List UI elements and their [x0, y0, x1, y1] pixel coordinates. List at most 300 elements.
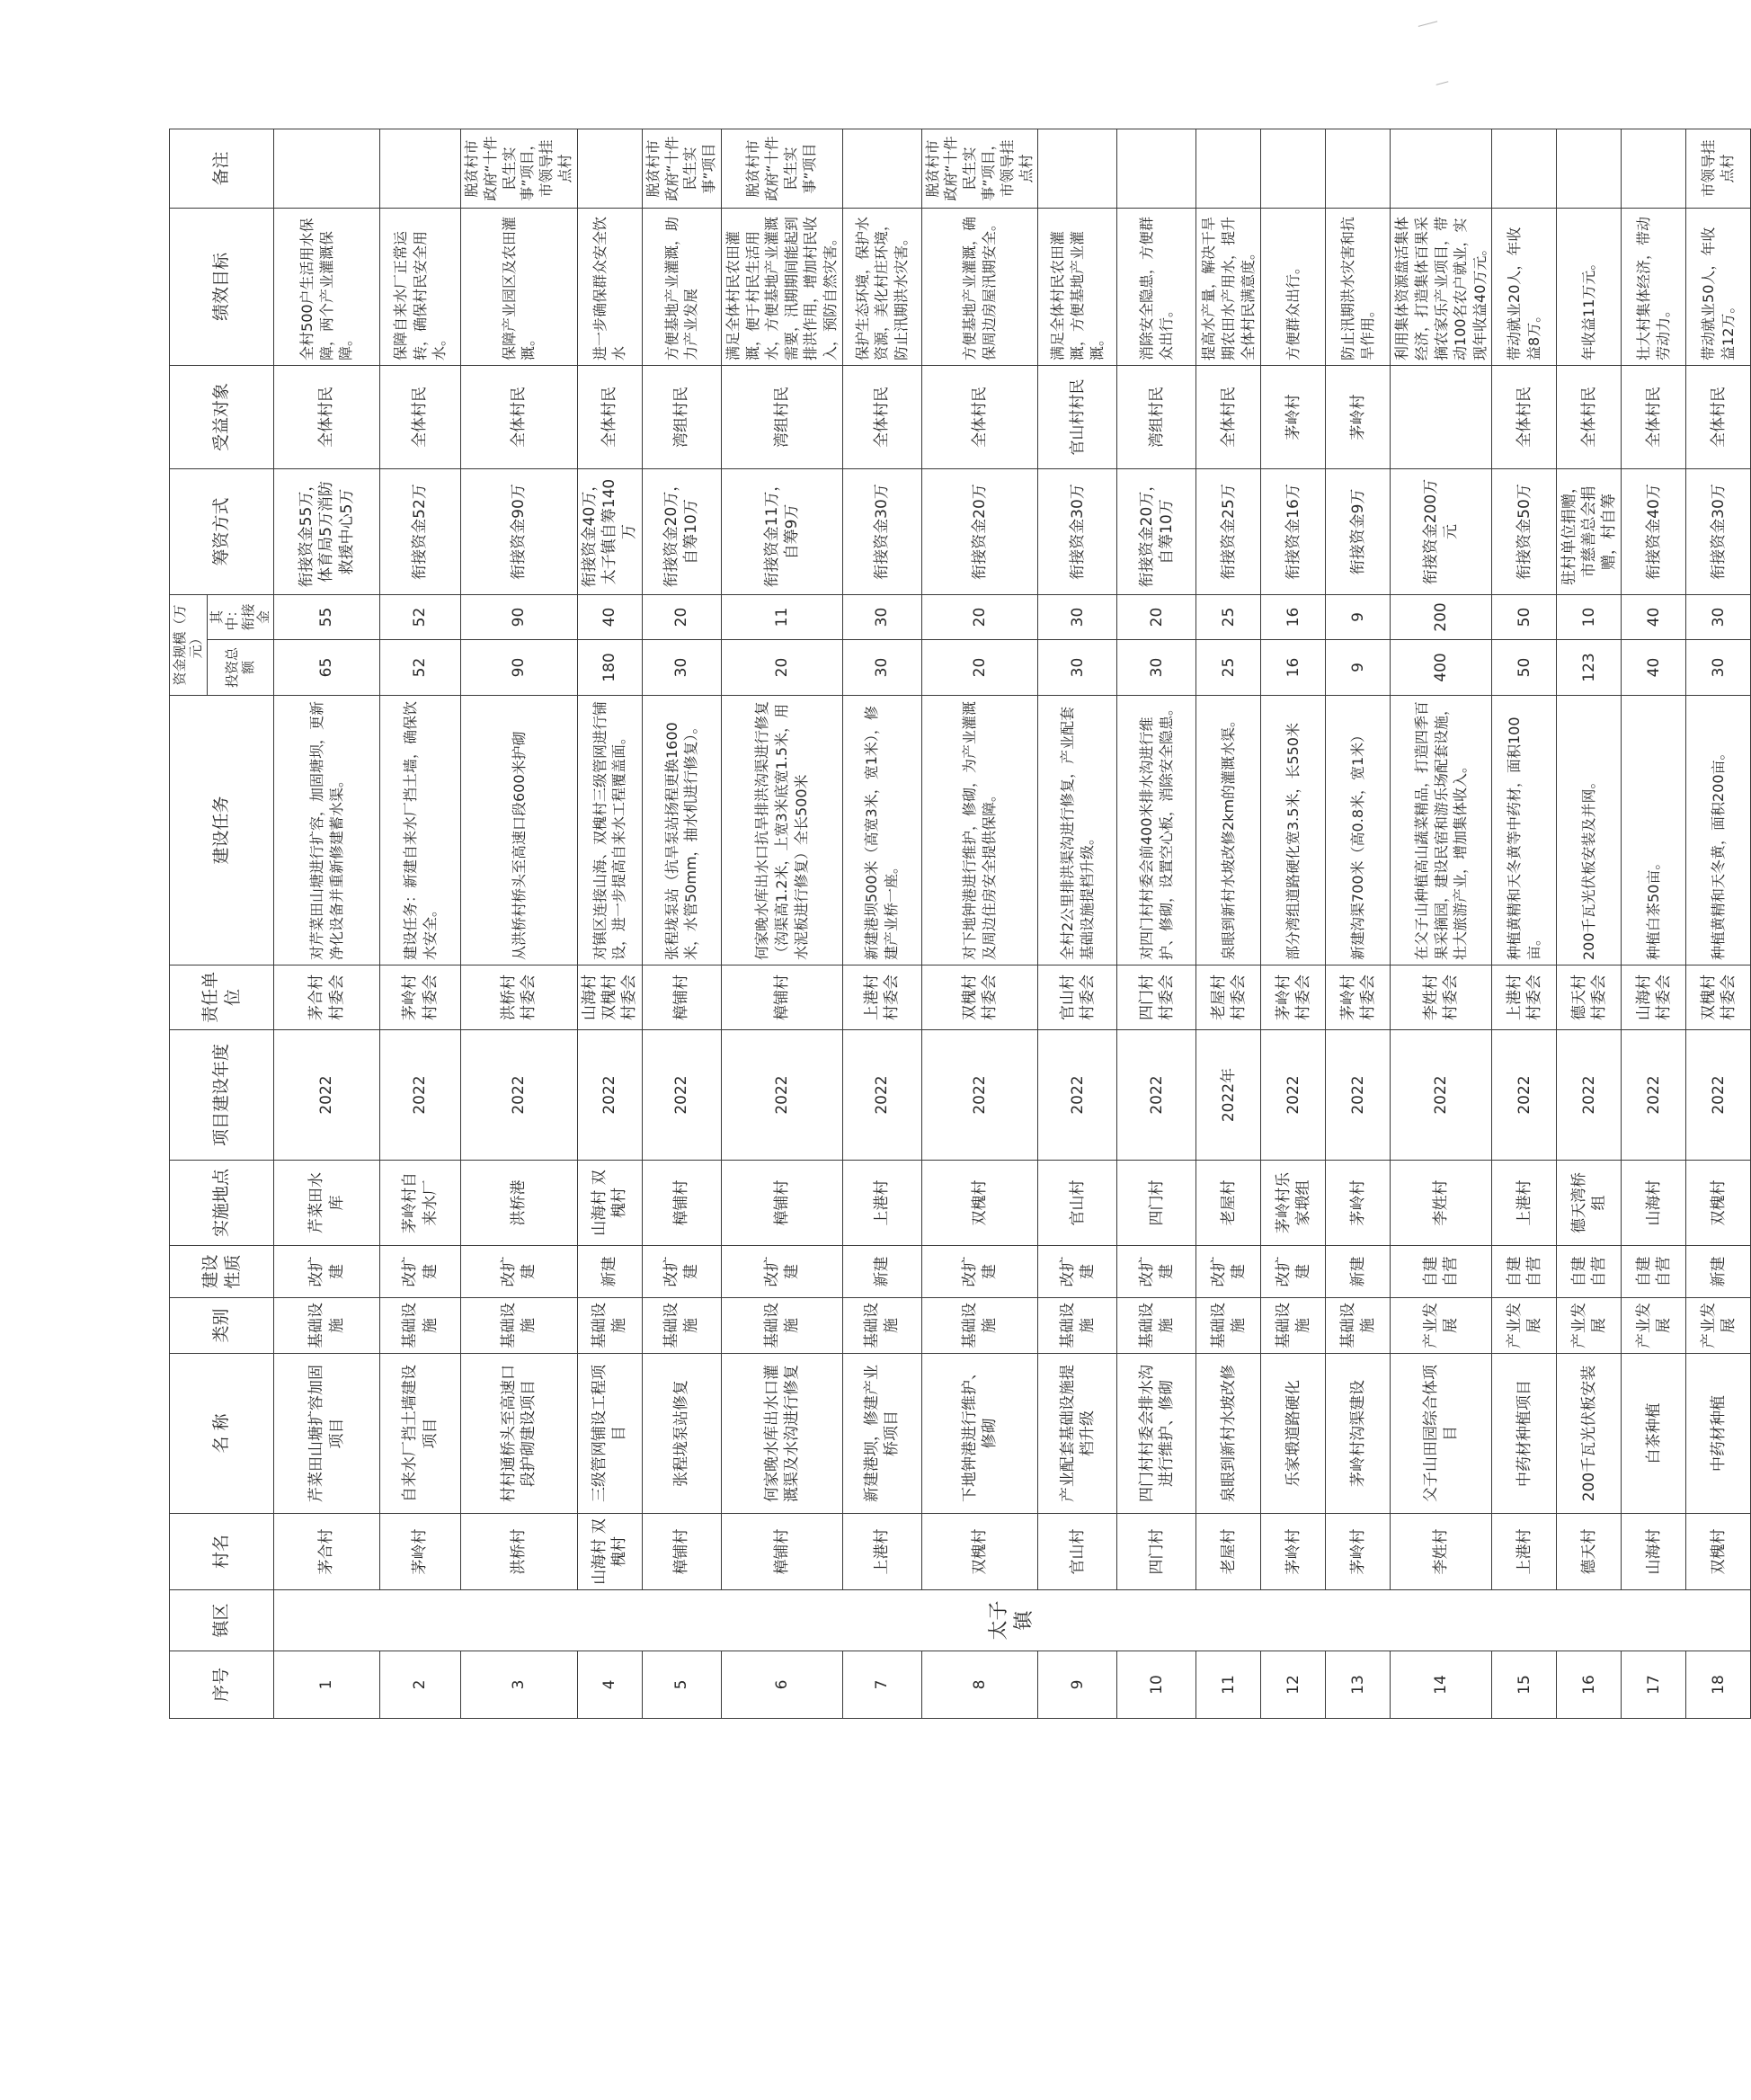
cell-method: 衔接资金20万 [921, 468, 1038, 594]
cell-year: 2022 [1686, 1030, 1751, 1161]
cell-category: 产业发展 [1686, 1298, 1751, 1354]
cell-year: 2022 [921, 1030, 1038, 1161]
cell-funds-fiscal: 20 [921, 594, 1038, 639]
cell-seq: 8 [921, 1651, 1038, 1719]
cell-funds-fiscal: 50 [1492, 594, 1557, 639]
cell-beneficiary: 全体村民 [577, 365, 642, 468]
cell-village: 山海村 [1622, 1514, 1686, 1590]
cell-funds-total: 65 [274, 640, 380, 696]
cell-beneficiary: 全体村民 [461, 365, 578, 468]
cell-seq: 12 [1261, 1651, 1326, 1719]
table-row [921, 129, 1038, 1718]
cell-village: 樟铺村 [721, 1514, 842, 1590]
cell-village: 茅岭村 [1326, 1514, 1391, 1590]
header-funds-total: 投资总额 [208, 640, 274, 696]
cell-seq: 1 [274, 1651, 380, 1719]
cell-unit: 樟铺村 [721, 965, 842, 1030]
cell-seq: 15 [1492, 1651, 1557, 1719]
cell-funds-total: 30 [642, 640, 721, 696]
cell-seq: 18 [1686, 1651, 1751, 1719]
cell-village: 李姓村 [1391, 1514, 1492, 1590]
header-seq: 序号 [170, 1651, 274, 1719]
cell-funds-fiscal: 30 [1038, 594, 1117, 639]
header-funds-fiscal: 其中：衔接金 [208, 594, 274, 639]
cell-funds-total: 25 [1196, 640, 1261, 696]
table-row [380, 129, 461, 1718]
cell-method: 衔接资金200万元 [1391, 468, 1492, 594]
cell-funds-fiscal: 55 [274, 594, 380, 639]
cell-beneficiary: 全体村民 [380, 365, 461, 468]
cell-category: 基础设施 [1326, 1298, 1391, 1354]
cell-funds-total: 9 [1326, 640, 1391, 696]
cell-unit: 洪桥村村委会 [461, 965, 578, 1030]
cell-location: 李姓村 [1391, 1161, 1492, 1246]
cell-beneficiary: 全体村民 [274, 365, 380, 468]
cell-method: 衔接资金30万 [1686, 468, 1751, 594]
cell-seq: 11 [1196, 1651, 1261, 1719]
cell-beneficiary: 全体村民 [1557, 365, 1622, 468]
cell-funds-total: 50 [1492, 640, 1557, 696]
cell-name: 三级管网铺设工程项目 [577, 1354, 642, 1514]
cell-village: 茅合村 [274, 1514, 380, 1590]
cell-seq: 2 [380, 1651, 461, 1719]
cell-funds-fiscal: 9 [1326, 594, 1391, 639]
cell-funds-fiscal: 40 [577, 594, 642, 639]
cell-nature: 新建 [577, 1246, 642, 1298]
cell-performance: 保护生态环境，保护水资源，美化村庄环境，防止汛期洪水灾害。 [842, 208, 921, 365]
cell-category: 基础设施 [380, 1298, 461, 1354]
header-beneficiary: 受益对象 [170, 365, 274, 468]
cell-remark [1557, 129, 1622, 208]
cell-funds-fiscal: 20 [1117, 594, 1196, 639]
cell-unit: 双槐村村委会 [921, 965, 1038, 1030]
cell-name: 白茶种植 [1622, 1354, 1686, 1514]
header-funds: 资金规模（万元） [170, 594, 208, 695]
cell-method: 衔接资金11万，自筹9万 [721, 468, 842, 594]
cell-task: 对芹菜田山塘进行扩容，加固塘坝，更新净化设备并重新修建蓄水渠。 [274, 696, 380, 965]
cell-location: 茅岭村乐家塅组 [1261, 1161, 1326, 1246]
cell-task: 泉眼到新村水坡改修2km的灌溉水渠。 [1196, 696, 1261, 965]
header-town: 镇区 [170, 1590, 274, 1651]
cell-village: 洪桥村 [461, 1514, 578, 1590]
table-row [461, 129, 578, 1718]
cell-beneficiary: 湾组村民 [721, 365, 842, 468]
cell-funds-fiscal: 30 [1686, 594, 1751, 639]
cell-funds-fiscal: 20 [642, 594, 721, 639]
cell-unit: 李姓村村委会 [1391, 965, 1492, 1030]
header-performance: 绩效目标 [170, 208, 274, 365]
cell-category: 基础设施 [842, 1298, 921, 1354]
cell-unit: 茅岭村村委会 [1261, 965, 1326, 1030]
cell-category: 基础设施 [1261, 1298, 1326, 1354]
cell-village: 双槐村 [1686, 1514, 1751, 1590]
cell-village: 老屋村 [1196, 1514, 1261, 1590]
cell-task: 何家晚水库出水口抗旱排洪沟渠进行修复（沟渠高1.2米，上宽3米底宽1.5米，用水泥板进行修复）全长500米 [721, 696, 842, 965]
cell-village: 上港村 [842, 1514, 921, 1590]
cell-nature: 自建自营 [1622, 1246, 1686, 1298]
header-category: 类别 [170, 1298, 274, 1354]
cell-year: 2022 [842, 1030, 921, 1161]
cell-task: 200千瓦光伏板安装及并网。 [1557, 696, 1622, 965]
cell-funds-fiscal: 16 [1261, 594, 1326, 639]
table-row [1492, 129, 1557, 1718]
cell-year: 2022 [274, 1030, 380, 1161]
cell-village: 山海村 双槐村 [577, 1514, 642, 1590]
cell-year: 2022 [461, 1030, 578, 1161]
cell-year: 2022 [642, 1030, 721, 1161]
cell-year: 2022年 [1196, 1030, 1261, 1161]
cell-remark [274, 129, 380, 208]
scan-mark [1436, 81, 1450, 88]
cell-village: 茅岭村 [1261, 1514, 1326, 1590]
cell-village: 双槐村 [921, 1514, 1038, 1590]
cell-beneficiary: 官山村村民 [1038, 365, 1117, 468]
cell-performance: 年收益11万元。 [1557, 208, 1622, 365]
cell-performance: 满足全体村民农田灌溉，方便基地产业灌溉。 [1038, 208, 1117, 365]
cell-task: 从洪桥村桥头至高速口段600米护砌 [461, 696, 578, 965]
cell-category: 产业发展 [1492, 1298, 1557, 1354]
cell-name: 四门村村委会排水沟进行维护、修砌 [1117, 1354, 1196, 1514]
cell-nature: 新建 [1326, 1246, 1391, 1298]
cell-name: 张程垅泵站修复 [642, 1354, 721, 1514]
cell-funds-fiscal: 90 [461, 594, 578, 639]
cell-task: 在父子山种植高山蔬菜精品，打造四季百果采摘园，建设民宿和游乐场配套设施，壮大旅游产业，增加集体收入。 [1391, 696, 1492, 965]
cell-location: 德天湾桥组 [1557, 1161, 1622, 1246]
cell-method: 衔接资金16万 [1261, 468, 1326, 594]
cell-remark [577, 129, 642, 208]
cell-year: 2022 [380, 1030, 461, 1161]
header-year: 项目建设年度 [170, 1030, 274, 1161]
cell-village: 樟铺村 [642, 1514, 721, 1590]
cell-seq: 10 [1117, 1651, 1196, 1719]
cell-method: 衔接资金90万 [461, 468, 578, 594]
cell-funds-total: 52 [380, 640, 461, 696]
cell-funds-total: 20 [721, 640, 842, 696]
cell-funds-total: 30 [1686, 640, 1751, 696]
cell-beneficiary: 全体村民 [1196, 365, 1261, 468]
cell-location: 芹菜田水库 [274, 1161, 380, 1246]
cell-task: 对下地钟港进行维护，修砌，为产业灌溉及周边住房安全提供保障。 [921, 696, 1038, 965]
cell-location: 茅岭村自来水厂 [380, 1161, 461, 1246]
cell-seq: 16 [1557, 1651, 1622, 1719]
cell-beneficiary: 全体村民 [1686, 365, 1751, 468]
cell-remark [1326, 129, 1391, 208]
cell-remark [380, 129, 461, 208]
cell-performance: 防止汛期洪水灾害和抗旱作用。 [1326, 208, 1391, 365]
header-nature: 建设性质 [170, 1246, 274, 1298]
cell-performance: 方便基地产业灌溉，确保周边房屋汛期安全。 [921, 208, 1038, 365]
cell-seq: 17 [1622, 1651, 1686, 1719]
cell-task: 种植白茶50亩。 [1622, 696, 1686, 965]
table-body [274, 129, 1751, 1718]
cell-category: 产业发展 [1391, 1298, 1492, 1354]
header-method: 筹资方式 [170, 468, 274, 594]
cell-performance: 全村500户生活用水保障，两个产业灌溉保障。 [274, 208, 380, 365]
cell-seq: 6 [721, 1651, 842, 1719]
cell-name: 泉眼到新村水坡改修 [1196, 1354, 1261, 1514]
cell-year: 2022 [1622, 1030, 1686, 1161]
cell-name: 父子山田园综合体项目 [1391, 1354, 1492, 1514]
cell-nature: 改扩建 [1038, 1246, 1117, 1298]
cell-funds-total: 20 [921, 640, 1038, 696]
cell-name: 芹菜田山塘扩容加固项目 [274, 1354, 380, 1514]
cell-remark [1391, 129, 1492, 208]
cell-task: 新建港坝500米（高宽3米，宽1米），修建产业桥一座。 [842, 696, 921, 965]
cell-unit: 山海村村委会 [1622, 965, 1686, 1030]
cell-nature: 改扩建 [380, 1246, 461, 1298]
cell-remark: 脱贫村市政府“十件民生实事”项目 [721, 129, 842, 208]
header-location: 实施地点 [170, 1161, 274, 1246]
cell-task: 全村2公里排洪渠沟进行修复，产业配套基础设施提档升级。 [1038, 696, 1117, 965]
cell-village: 官山村 [1038, 1514, 1117, 1590]
cell-performance: 保障产业园区及农田灌溉。 [461, 208, 578, 365]
table-row [1038, 129, 1117, 1718]
cell-category: 基础设施 [1196, 1298, 1261, 1354]
cell-location: 上港村 [1492, 1161, 1557, 1246]
cell-name: 村村通桥头至高速口段护砌建设项目 [461, 1354, 578, 1514]
scan-mark [1418, 21, 1439, 31]
cell-name: 何家晚水库出水口灌溉渠及水沟进行修复 [721, 1354, 842, 1514]
cell-funds-fiscal: 40 [1622, 594, 1686, 639]
cell-remark [1038, 129, 1117, 208]
cell-category: 产业发展 [1622, 1298, 1686, 1354]
cell-nature: 改扩建 [921, 1246, 1038, 1298]
cell-remark: 脱贫村市政府“十件民生实事”项目，市领导挂点村 [921, 129, 1038, 208]
cell-funds-total: 30 [1117, 640, 1196, 696]
cell-performance: 壮大村集体经济，带动劳动力。 [1622, 208, 1686, 365]
cell-unit: 老屋村村委会 [1196, 965, 1261, 1030]
cell-location: 洪桥港 [461, 1161, 578, 1246]
cell-beneficiary: 茅岭村 [1326, 365, 1391, 468]
cell-method: 衔接资金52万 [380, 468, 461, 594]
cell-funds-total: 30 [1038, 640, 1117, 696]
project-table [169, 129, 1751, 1719]
cell-name: 乐家塅道路硬化 [1261, 1354, 1326, 1514]
cell-unit: 茅岭村村委会 [380, 965, 461, 1030]
cell-unit: 茅合村村委会 [274, 965, 380, 1030]
cell-beneficiary: 全体村民 [1492, 365, 1557, 468]
cell-task: 建设任务：新建自来水厂挡土墙，确保饮水安全。 [380, 696, 461, 965]
table-row [274, 129, 380, 1718]
cell-seq: 5 [642, 1651, 721, 1719]
table-row [1557, 129, 1622, 1718]
cell-funds-total: 123 [1557, 640, 1622, 696]
cell-village: 德天村 [1557, 1514, 1622, 1590]
cell-category: 基础设施 [921, 1298, 1038, 1354]
cell-nature: 改扩建 [1117, 1246, 1196, 1298]
table-row [1117, 129, 1196, 1718]
cell-beneficiary: 湾组村民 [642, 365, 721, 468]
cell-village: 上港村 [1492, 1514, 1557, 1590]
cell-method: 衔接资金30万 [1038, 468, 1117, 594]
cell-method: 衔接资金20万，自筹10万 [642, 468, 721, 594]
cell-task: 种植黄精和天冬黄等中药材，面积100亩。 [1492, 696, 1557, 965]
cell-name: 中药材种植 [1686, 1354, 1751, 1514]
cell-beneficiary: 茅岭村 [1261, 365, 1326, 468]
cell-task: 张程垅泵站（抗旱泵站扬程更换1600米，水管50mm，抽水机进行修复）。 [642, 696, 721, 965]
cell-village: 四门村 [1117, 1514, 1196, 1590]
header-unit: 责任单位 [170, 965, 274, 1030]
table-row [1196, 129, 1261, 1718]
table-row [842, 129, 921, 1718]
cell-nature: 改扩建 [461, 1246, 578, 1298]
cell-funds-fiscal: 30 [842, 594, 921, 639]
cell-nature: 改扩建 [274, 1246, 380, 1298]
cell-remark [1117, 129, 1196, 208]
cell-method: 驻村单位捐赠，市慈善总会捐赠，村自筹 [1557, 468, 1622, 594]
cell-nature: 新建 [1686, 1246, 1751, 1298]
cell-funds-total: 30 [842, 640, 921, 696]
cell-nature: 自建自营 [1492, 1246, 1557, 1298]
cell-category: 基础设施 [642, 1298, 721, 1354]
cell-nature: 改扩建 [1261, 1246, 1326, 1298]
cell-year: 2022 [1492, 1030, 1557, 1161]
cell-town: 太子镇 [274, 1590, 1751, 1651]
cell-location: 老屋村 [1196, 1161, 1261, 1246]
cell-method: 衔接资金25万 [1196, 468, 1261, 594]
cell-location: 上港村 [842, 1161, 921, 1246]
cell-seq: 3 [461, 1651, 578, 1719]
cell-funds-total: 400 [1391, 640, 1492, 696]
cell-unit: 四门村村委会 [1117, 965, 1196, 1030]
cell-name: 自来水厂挡土墙建设项目 [380, 1354, 461, 1514]
cell-category: 产业发展 [1557, 1298, 1622, 1354]
cell-performance: 方便基地产业灌溉，助力产业发展 [642, 208, 721, 365]
cell-performance: 带动就业50人，年收益12万。 [1686, 208, 1751, 365]
header-task: 建设任务 [170, 696, 274, 965]
table-row [1261, 129, 1326, 1718]
cell-method: 衔接资金40万 [1622, 468, 1686, 594]
cell-seq: 14 [1391, 1651, 1492, 1719]
cell-unit: 双槐村村委会 [1686, 965, 1751, 1030]
cell-seq: 4 [577, 1651, 642, 1719]
cell-unit: 樟铺村 [642, 965, 721, 1030]
cell-remark [1261, 129, 1326, 208]
cell-location: 樟铺村 [721, 1161, 842, 1246]
cell-year: 2022 [1117, 1030, 1196, 1161]
cell-funds-total: 180 [577, 640, 642, 696]
cell-unit: 德天村村委会 [1557, 965, 1622, 1030]
cell-performance: 带动就业20人，年收益8万。 [1492, 208, 1557, 365]
cell-remark: 脱贫村市政府“十件民生实事”项目 [642, 129, 721, 208]
cell-task: 对四门村村委会前400米排水沟进行维护、修砌，设置空心板，消除安全隐患。 [1117, 696, 1196, 965]
cell-location: 官山村 [1038, 1161, 1117, 1246]
cell-year: 2022 [1326, 1030, 1391, 1161]
cell-unit: 上港村村委会 [1492, 965, 1557, 1030]
cell-beneficiary: 全体村民 [842, 365, 921, 468]
cell-nature: 改扩建 [642, 1246, 721, 1298]
cell-funds-total: 90 [461, 640, 578, 696]
cell-remark [1196, 129, 1261, 208]
header-remark: 备注 [170, 129, 274, 208]
cell-remark [1622, 129, 1686, 208]
table-row [1326, 129, 1391, 1718]
cell-beneficiary [1391, 365, 1492, 468]
cell-name: 新建港坝，修建产业桥项目 [842, 1354, 921, 1514]
cell-beneficiary: 全体村民 [1622, 365, 1686, 468]
cell-method: 衔接资金20万，自筹10万 [1117, 468, 1196, 594]
cell-location: 茅岭村 [1326, 1161, 1391, 1246]
cell-category: 基础设施 [274, 1298, 380, 1354]
cell-method: 衔接资金30万 [842, 468, 921, 594]
cell-unit: 山海村 双槐村村委会 [577, 965, 642, 1030]
cell-funds-fiscal: 25 [1196, 594, 1261, 639]
cell-performance: 方便群众出行。 [1261, 208, 1326, 365]
cell-task: 种植黄精和天冬黄，面积200亩。 [1686, 696, 1751, 965]
table-row [577, 129, 642, 1718]
cell-funds-fiscal: 52 [380, 594, 461, 639]
cell-location: 四门村 [1117, 1161, 1196, 1246]
cell-name: 下地钟港进行维护、修砌 [921, 1354, 1038, 1514]
cell-performance: 满足全体村民农田灌溉，便于村民生活用水，方便基地产业灌溉需要，汛期期间能起到排洪作用，增加村民收入，预防自然灾害。 [721, 208, 842, 365]
cell-performance: 保障自来水厂正常运转，确保村民安全用水。 [380, 208, 461, 365]
cell-seq: 13 [1326, 1651, 1391, 1719]
cell-year: 2022 [577, 1030, 642, 1161]
cell-task: 新建沟渠700米（高0.8米，宽1米） [1326, 696, 1391, 965]
cell-category: 基础设施 [1117, 1298, 1196, 1354]
header-village: 村名 [170, 1514, 274, 1590]
cell-funds-fiscal: 200 [1391, 594, 1492, 639]
cell-remark [842, 129, 921, 208]
cell-nature: 自建自营 [1391, 1246, 1492, 1298]
cell-remark: 市领导挂点村 [1686, 129, 1751, 208]
cell-beneficiary: 全体村民 [921, 365, 1038, 468]
cell-remark [1492, 129, 1557, 208]
cell-location: 双槐村 [921, 1161, 1038, 1246]
cell-location: 山海村 双槐村 [577, 1161, 642, 1246]
cell-performance: 消除安全隐患，方便群众出行。 [1117, 208, 1196, 365]
cell-method: 衔接资金9万 [1326, 468, 1391, 594]
cell-seq: 9 [1038, 1651, 1117, 1719]
cell-funds-total: 40 [1622, 640, 1686, 696]
cell-funds-total: 16 [1261, 640, 1326, 696]
cell-nature: 改扩建 [1196, 1246, 1261, 1298]
cell-village: 茅岭村 [380, 1514, 461, 1590]
cell-location: 樟铺村 [642, 1161, 721, 1246]
cell-nature: 改扩建 [721, 1246, 842, 1298]
cell-location: 双槐村 [1686, 1161, 1751, 1246]
cell-funds-fiscal: 10 [1557, 594, 1622, 639]
cell-performance: 提高水产量，解决干旱期农田水产用水，提升全体村民满意度。 [1196, 208, 1261, 365]
cell-unit: 上港村村委会 [842, 965, 921, 1030]
table-row [1622, 129, 1686, 1718]
cell-task: 部分湾组道路硬化宽3.5米，长550米 [1261, 696, 1326, 965]
cell-category: 基础设施 [577, 1298, 642, 1354]
cell-year: 2022 [1391, 1030, 1492, 1161]
cell-category: 基础设施 [721, 1298, 842, 1354]
cell-beneficiary: 湾组村民 [1117, 365, 1196, 468]
cell-category: 基础设施 [1038, 1298, 1117, 1354]
cell-category: 基础设施 [461, 1298, 578, 1354]
cell-seq: 7 [842, 1651, 921, 1719]
table-row [1686, 129, 1751, 1718]
cell-method: 衔接资金40万，太子镇自筹140万 [577, 468, 642, 594]
rotated-document [169, 129, 1738, 1719]
cell-year: 2022 [1261, 1030, 1326, 1161]
cell-performance: 进一步确保群众安全饮水 [577, 208, 642, 365]
cell-method: 衔接资金50万 [1492, 468, 1557, 594]
cell-year: 2022 [1038, 1030, 1117, 1161]
header-name: 名 称 [170, 1354, 274, 1514]
cell-year: 2022 [721, 1030, 842, 1161]
table-row [721, 129, 842, 1718]
cell-funds-fiscal: 11 [721, 594, 842, 639]
cell-remark: 脱贫村市政府“十件民生实事”项目，市领导挂点村 [461, 129, 578, 208]
cell-unit: 官山村村委会 [1038, 965, 1117, 1030]
cell-nature: 自建自营 [1557, 1246, 1622, 1298]
cell-year: 2022 [1557, 1030, 1622, 1161]
table-row [1391, 129, 1492, 1718]
